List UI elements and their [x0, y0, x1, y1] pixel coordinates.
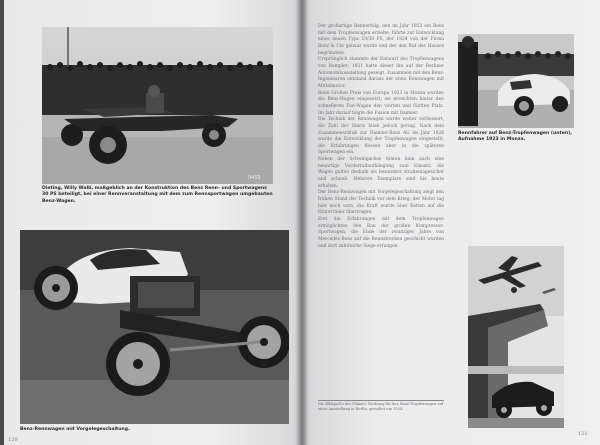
body-paragraph: Erst die Erfahrungen mit dem Tropfenwagen ermöglichten den Bau der großen Kompressor-Sportwagen, die Ende der zwanziger Jahre von Mercedes-Benz auf die Rennstrecken geschickt wurden und dort zahlreiche Siege errangen.: [318, 217, 444, 249]
left-top-caption: Dieting, Willy Walb, maßgeblich an der Konstruktion des Benz Renn- und Sportwagens 30 PS beteiligt, bei einer Rennveranstaltung mit dem zum Rennsportwagen umgebauten Benz-Wagen.: [42, 186, 273, 204]
right-body-text: [318, 24, 444, 250]
right-footnote: Die Bildquelle des Plakats: Werbung für den Benz-Tropfenwagen auf einer Ausstellung in Berlin, gestaltet um 1924.: [318, 402, 444, 411]
right-top-caption: Rennfahrer auf Benz-Tropfenwagen (unten), Aufnahme 1923 in Monza.: [458, 131, 572, 143]
body-paragraph: Die Technik der Rennwagen wurde weiter verbessert, die Zahl der Starts blieb jedoch gering. Nach dem Zusammenschluß zur Daimler-Benz AG im Jahr 1926 wurde die Entwicklung der Tropfenwagen eingestellt, die Erfahrungen flossen aber in die späteren Sportwagen ein.: [318, 117, 444, 156]
page-number-right: 121: [578, 431, 588, 437]
teardrop-car-photo-icon: [458, 34, 574, 128]
airplane-tower-poster-icon: [468, 246, 564, 428]
photo-number: 9455: [248, 175, 261, 181]
race-car-crowd-photo-icon: [42, 27, 273, 184]
left-bottom-caption: Benz-Rennwagen mit Vorgelegeschaltung.: [20, 427, 130, 432]
race-car-chassis-photo-icon: [20, 230, 289, 424]
left-top-photo: [42, 27, 273, 184]
body-paragraph: Beim Großen Preis von Europa 1923 in Monza wurden die Benz-Wagen eingesetzt; sie erreichten hinter den schnelleren Fiat-Wagen den vierten und fünften Platz. Im Jahr darauf folgte die Fusion mit Daimler.: [318, 90, 444, 116]
right-top-photo: [458, 34, 574, 128]
left-bottom-photo: [20, 230, 289, 424]
body-paragraph: Der Benz-Rennwagen mit Vorgelegeschaltung zeigt den frühen Stand der Technik vor dem Krieg; der Motor lag hier noch vorn, die Kraft wurde über Ketten auf die Hinterräder übertragen.: [318, 190, 444, 216]
body-paragraph: Neben der Schwingachse hinten kam auch eine neuartige Vorderradaufhängung zum Einsatz; die Wagen galten deshalb als besonders straßenlagesicher und schnell. Mehrere Exemplare sind bis heute erhalten.: [318, 157, 444, 189]
book-gutter: [296, 0, 308, 445]
right-poster: [468, 246, 564, 428]
page-number-left: 120: [8, 437, 18, 443]
body-paragraph: Ursprünglich stammte der Entwurf des Tropfenwagens von Rumpler; 1921 hatte dieser ihn auf der Berliner Automobilausstellung gezeigt. Zusammen mit den Benz-Ingenieuren entstand daraus der erste Rennwagen mit Mittelmotor.: [318, 57, 444, 89]
body-paragraph: Der großartige Rennerfolg, den im Jahr 1923 ein Benz mit dem Tropfenwagen erzielte, führte zur Entwicklung eines neuen Typs 10/30 PS, der 1924 von der Firma Benz & Cie gebaut wurde und der den Ruf des Hauses begründete.: [318, 24, 444, 56]
